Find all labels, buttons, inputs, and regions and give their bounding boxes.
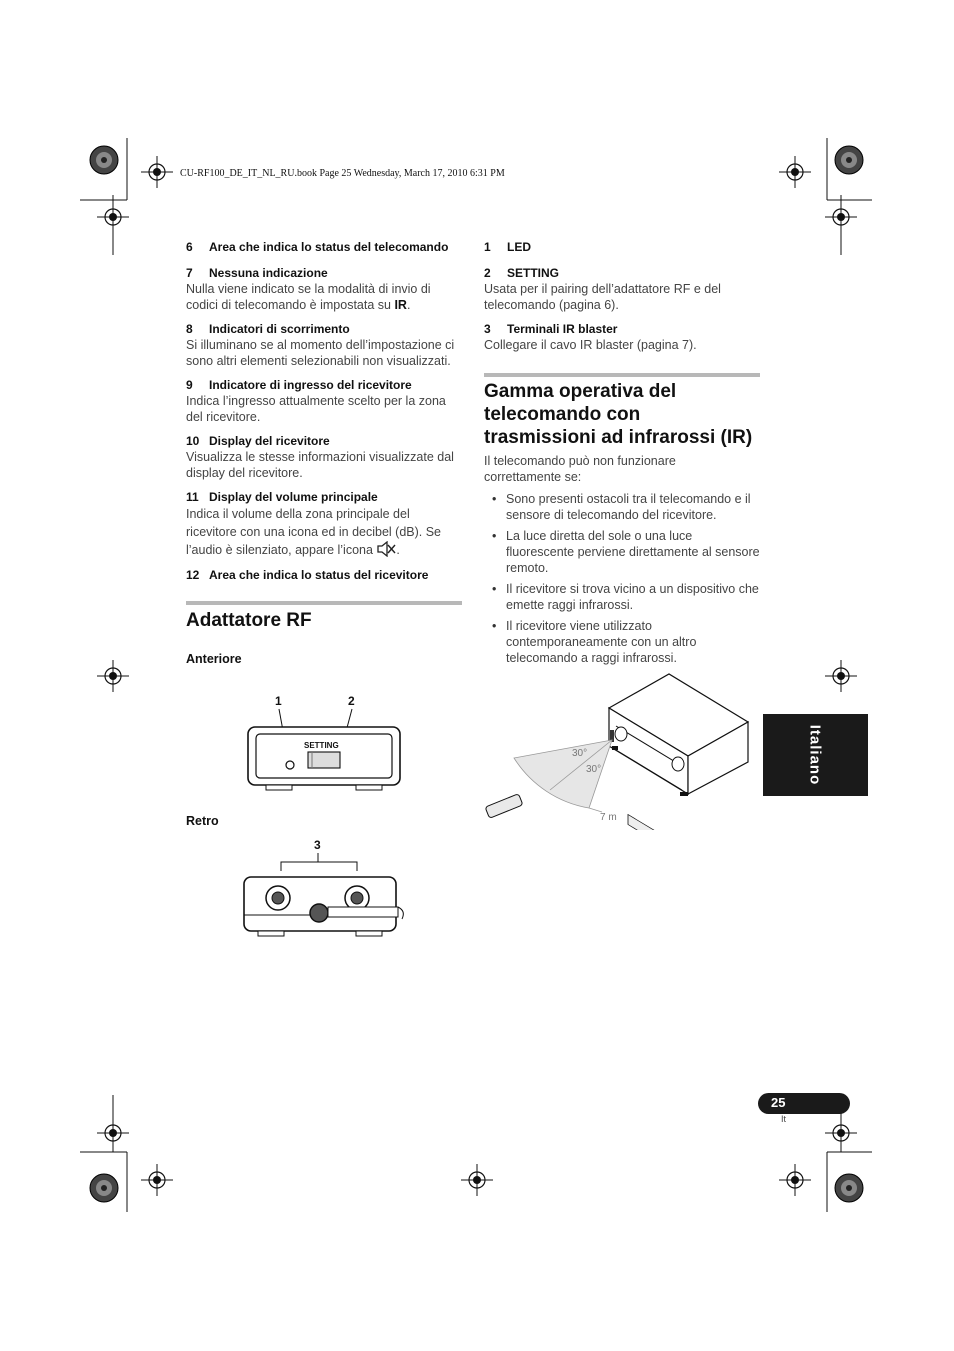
list-item [186,490,462,559]
list-item: • Sono presenti ostacoli tra il telecomando e il sensore di telecomando del ricevitore. [484,491,760,523]
list-item [186,434,462,481]
item-title: Display del volume principale [209,490,378,504]
section-title-adapter: Adattatore RF [186,610,312,631]
list-item: • Il ricevitore si trova vicino a un dispositivo che emette raggi infrarossi. [484,581,760,613]
item-number: 7 [186,266,193,280]
left-column [186,240,462,666]
language-tab [763,714,868,796]
item-number: 6 [186,240,193,254]
mute-icon [376,541,396,557]
section-title-range: Gamma operativa del telecomando con trasmissioni ad infrarossi (IR) [484,381,753,448]
adapter-front-figure [240,690,410,800]
item-number: 11 [186,490,199,504]
item-title: Area che indica lo status del ricevitore [209,568,429,582]
item-title: SETTING [507,266,560,280]
item-title: Terminali IR blaster [507,322,618,336]
item-number: 12 [186,568,200,582]
list-item [186,266,462,313]
item-text: Nulla viene indicato se la modalità di invio di codici di telecomando è impostata su IR. [186,282,431,312]
item-title: Area che indica lo status del telecomando [209,240,449,254]
item-number: 8 [186,322,193,336]
page-number: 25 [771,1095,786,1110]
callout-3: 3 [314,838,321,852]
section-divider [484,373,760,377]
item-text: Usata per il pairing dell’adattatore RF e del telecomando (pagina 6). [484,282,721,312]
item-number: 2 [484,266,491,280]
list-item [186,322,462,369]
page-language-code: It [781,1114,787,1124]
item-number: 3 [484,322,491,336]
item-title: Display del ricevitore [209,434,330,448]
item-title: Indicatori di scorrimento [209,322,350,336]
list-item [484,240,760,255]
item-title: Nessuna indicazione [209,266,328,280]
item-title: Indicatore di ingresso del ricevitore [209,378,412,392]
list-item [484,322,760,353]
section-divider [186,601,462,605]
conditions-list [484,491,760,666]
item-number: 9 [186,378,193,392]
list-item [186,568,462,583]
item-number: 1 [484,240,491,254]
item-text: Collegare il cavo IR blaster (pagina 7). [484,338,697,352]
setting-label: SETTING [304,741,339,750]
back-label: Retro [186,814,219,828]
print-header: CU-RF100_DE_IT_NL_RU.book Page 25 Wednesday, March 17, 2010 6:31 PM [180,168,505,179]
list-item: • Il ricevitore viene utilizzato contemporaneamente con un altro telecomando a raggi infrarossi. [484,618,760,666]
callout-1: 1 [275,694,282,708]
item-title: LED [507,240,531,254]
right-column [484,240,760,671]
item-text: Si illuminano se al momento dell’impostazione ci sono altri elementi selezionabili non visualizzati. [186,338,455,368]
list-item [186,378,462,425]
range-intro: Il telecomando può non funzionare correttamente se: [484,454,676,484]
angle-bottom-label: 30° [586,764,602,775]
angle-top-label: 30° [572,748,588,759]
item-text: Indica il volume della zona principale del ricevitore con una icona ed in decibel (dB). Se l’audio è silenziato, appare l’icona . [186,507,442,557]
item-text: Visualizza le stesse informazioni visualizzate dal display del ricevitore. [186,450,454,480]
list-item [186,240,462,255]
language-tab-label: Italiano [806,724,824,786]
item-number: 10 [186,434,200,448]
callout-2: 2 [348,694,355,708]
adapter-back-figure [240,835,420,945]
list-item [484,266,760,313]
distance-label: 7 m [600,812,617,823]
front-label: Anteriore [186,652,242,666]
item-text: Indica l’ingresso attualmente scelto per la zona del ricevitore. [186,394,446,424]
ir-range-diagram [484,670,754,830]
list-item: • La luce diretta del sole o una luce fluorescente perviene direttamente al sensore remoto. [484,528,760,576]
page-number-badge [758,1093,850,1114]
